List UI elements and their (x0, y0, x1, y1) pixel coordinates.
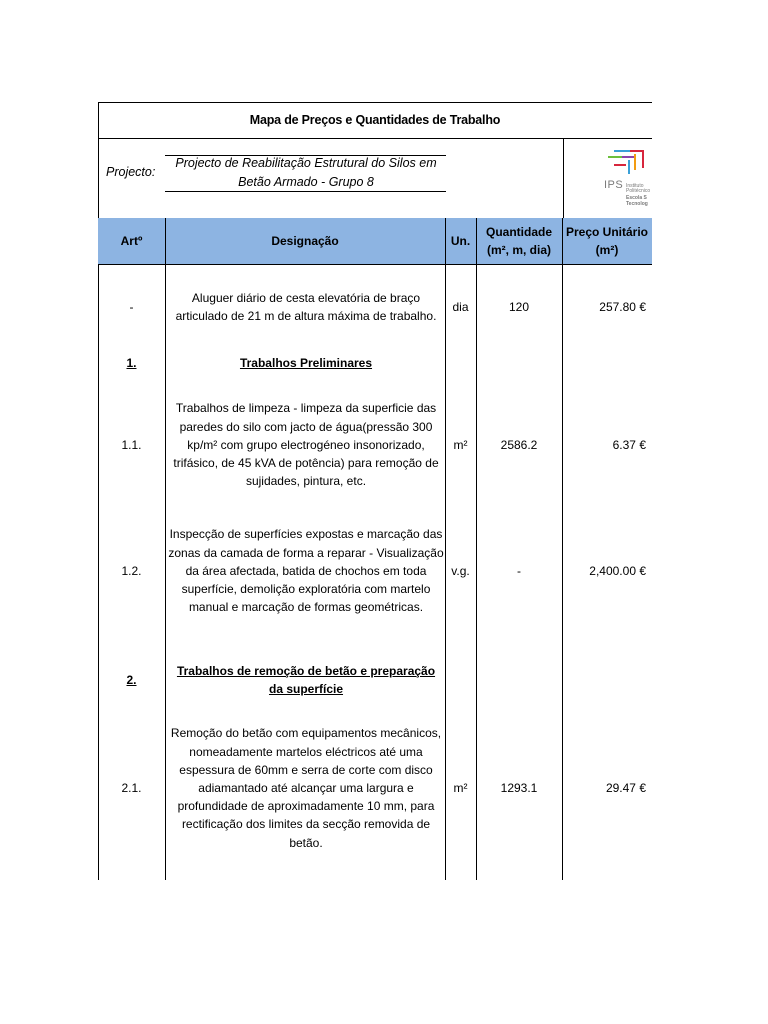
row-unit: m² (453, 437, 468, 452)
logo-line-4: Tecnolog (626, 201, 648, 207)
column-header-art: Artº (120, 234, 143, 248)
logo-line-2: Politécnico (626, 188, 651, 194)
sheet-title: Mapa de Preços e Quantidades de Trabalho (249, 113, 501, 127)
row-quantity: - (517, 563, 521, 578)
section-number: 1. (126, 355, 137, 370)
header-divider (562, 218, 563, 264)
row-designation: Remoção do betão com equipamentos mecânicos, nomeadamente martelos eléctricos até uma espessura de 60mm e serra de corte com disco adiamantado até alcançar uma largura e profundidade de aproximadamente 10 mm, para rectificação dos limites da secção removida de betão. (170, 726, 442, 850)
logo-divider (563, 138, 564, 218)
header-divider (165, 218, 166, 264)
row-designation: Aluguer diário de cesta elevatória de braço articulado de 21 m de altura máxima de trabalho. (175, 290, 437, 323)
row-quantity: 2586.2 (500, 437, 538, 452)
column-header-unit: Un. (450, 234, 471, 248)
project-name: Projecto de Reabilitação Estrutural do Silos em Betão Armado - Grupo 8 (175, 156, 437, 189)
row-designation: Trabalhos de limpeza - limpeza da superficie das paredes do silo com jacto de água(pressão 300 kp/m² com grupo electrogéneo insonorizado, trifásico, de 45 kVA de potência) para remoção de sujidades, pintura, etc. (173, 401, 439, 489)
row-art: 1.1. (121, 437, 142, 452)
header-divider (476, 218, 477, 264)
row-price: 29.47 € (605, 780, 646, 795)
column-divider (165, 264, 166, 880)
logo-text: IPS (604, 179, 624, 191)
header-divider (445, 218, 446, 264)
ips-logo (604, 146, 652, 208)
row-designation: Inspecção de superfícies expostas e marcação das zonas da camada de forma a reparar - Visualização da área afectada, batida de chochos em toda superfície, demolição exploratória com martelo manual e marcação de formas geométricas. (168, 527, 444, 615)
column-header-designation: Designação (271, 234, 339, 248)
row-quantity: 1293.1 (500, 780, 538, 795)
logo-line-3: Escola S (626, 195, 647, 201)
logo-line-1: Instituto (626, 183, 644, 189)
row-art: 1.2. (121, 563, 142, 578)
row-art: - (129, 299, 134, 314)
row-price: 2,400.00 € (589, 563, 646, 578)
column-header-quantity: Quantidade (m², m, dia) (485, 225, 552, 257)
row-art: 2.1. (121, 780, 142, 795)
project-label: Projecto: (106, 165, 156, 179)
row-quantity: 120 (508, 299, 530, 314)
header-bottom-border (98, 264, 652, 265)
row-unit: v.g. (451, 563, 470, 578)
ips-logo-mark-icon (604, 146, 652, 180)
column-header-unit-price: Preço Unitário (m²) (565, 225, 649, 257)
section-title: Trabalhos Preliminares (239, 355, 373, 370)
row-unit: m² (453, 780, 468, 795)
title-bottom-border (98, 138, 652, 139)
row-unit: dia (452, 299, 469, 314)
spreadsheet-sheet (98, 102, 652, 880)
row-price: 6.37 € (612, 437, 646, 452)
row-price: 257.80 € (599, 299, 646, 314)
section-title: Trabalhos de remoção de betão e preparação da superfície (176, 663, 436, 696)
section-number: 2. (126, 672, 137, 687)
